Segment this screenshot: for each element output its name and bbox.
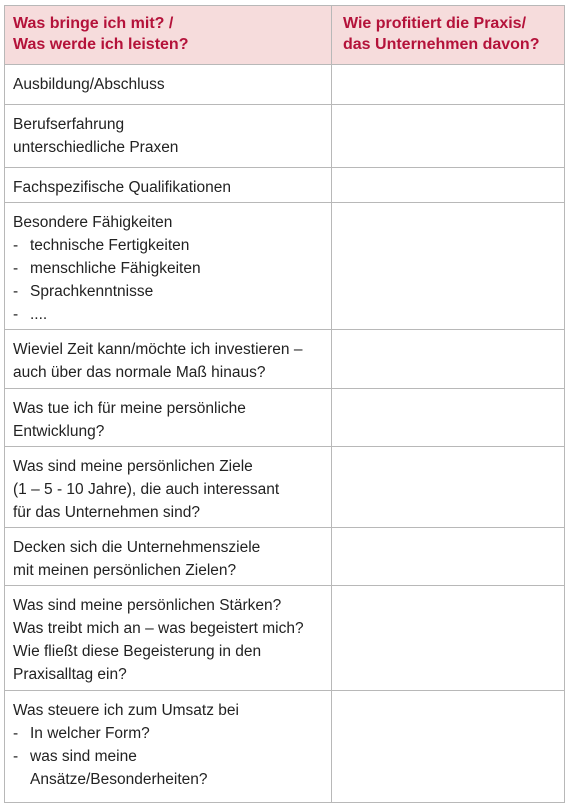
question-cell bbox=[5, 691, 332, 802]
table-row bbox=[5, 691, 564, 802]
table-row bbox=[5, 65, 564, 105]
question-cell bbox=[5, 447, 332, 527]
question-text: Besondere Fähigkeiten bbox=[13, 214, 173, 231]
question-cell bbox=[5, 586, 332, 690]
answer-cell[interactable] bbox=[332, 389, 564, 446]
question-text: Fachspezifische Qualifikationen bbox=[13, 179, 231, 196]
question-text: Was treibt mich an – was begeistert mich? bbox=[13, 620, 304, 637]
question-text: Wie fließt diese Begeisterung in den bbox=[13, 643, 262, 660]
question-cell bbox=[5, 389, 332, 446]
question-text: Was sind meine persönlichen Stärken? bbox=[13, 597, 282, 614]
question-text: Ausbildung/Abschluss bbox=[13, 76, 165, 93]
header-left-line-1: Was bringe ich mit? / bbox=[13, 15, 174, 32]
bullet-dash: - bbox=[13, 260, 19, 277]
answer-cell[interactable] bbox=[332, 447, 564, 527]
question-text: unterschiedliche Praxen bbox=[13, 139, 179, 156]
question-text: mit meinen persönlichen Zielen? bbox=[13, 562, 237, 579]
answer-cell[interactable] bbox=[332, 105, 564, 167]
answer-cell[interactable] bbox=[332, 168, 564, 202]
question-text: Wieviel Zeit kann/möchte ich investieren – bbox=[13, 341, 303, 358]
table-row bbox=[5, 105, 564, 168]
answer-cell[interactable] bbox=[332, 586, 564, 690]
bullet-item bbox=[13, 234, 323, 257]
question-text: Was tue ich für meine persönliche bbox=[13, 400, 246, 417]
question-text: für das Unternehmen sind? bbox=[13, 504, 200, 521]
answer-cell[interactable] bbox=[332, 65, 564, 104]
question-text: auch über das normale Maß hinaus? bbox=[13, 364, 266, 381]
question-text: Was steuere ich zum Umsatz bei bbox=[13, 702, 239, 719]
bullet-item bbox=[13, 303, 323, 326]
question-text: Praxisalltag ein? bbox=[13, 666, 127, 683]
question-cell bbox=[5, 528, 332, 585]
answer-cell[interactable] bbox=[332, 528, 564, 585]
bullet-dash: - bbox=[13, 237, 19, 254]
answer-cell[interactable] bbox=[332, 203, 564, 329]
bullet-text: was sind meine bbox=[30, 748, 137, 765]
table-row bbox=[5, 528, 564, 586]
answer-cell[interactable] bbox=[332, 330, 564, 388]
bullet-dash: - bbox=[13, 748, 19, 765]
bullet-text: menschliche Fähigkeiten bbox=[30, 260, 201, 277]
answer-cell[interactable] bbox=[332, 691, 564, 802]
table-row bbox=[5, 389, 564, 447]
question-cell bbox=[5, 168, 332, 202]
question-cell bbox=[5, 65, 332, 104]
question-text: Entwicklung? bbox=[13, 423, 105, 440]
bullet-text: .... bbox=[30, 306, 48, 323]
bullet-item bbox=[13, 280, 323, 303]
table-row bbox=[5, 330, 564, 389]
bullet-text: Sprachkenntnisse bbox=[30, 283, 154, 300]
question-text: Decken sich die Unternehmensziele bbox=[13, 539, 261, 556]
table-header bbox=[5, 6, 564, 65]
question-cell bbox=[5, 203, 332, 329]
table-body bbox=[5, 65, 564, 802]
bullet-text: Ansätze/Besonderheiten? bbox=[30, 771, 208, 788]
table-row bbox=[5, 203, 564, 330]
bullet-item bbox=[13, 722, 323, 745]
reflection-table bbox=[4, 5, 565, 803]
question-cell bbox=[5, 105, 332, 167]
question-text: (1 – 5 - 10 Jahre), die auch interessant bbox=[13, 481, 280, 498]
question-text: Was sind meine persönlichen Ziele bbox=[13, 458, 253, 475]
bullet-dash: - bbox=[13, 306, 19, 323]
table-row bbox=[5, 586, 564, 691]
bullet-dash: - bbox=[13, 725, 19, 742]
bullet-item bbox=[13, 257, 323, 280]
bullet-item bbox=[13, 768, 323, 791]
header-left-line-2: Was werde ich leisten? bbox=[13, 36, 189, 53]
bullet-dash: - bbox=[13, 283, 19, 300]
table-row bbox=[5, 447, 564, 528]
header-right-line-1: Wie profitiert die Praxis/ bbox=[343, 15, 527, 32]
header-right-cell bbox=[332, 6, 564, 64]
bullet-text: technische Fertigkeiten bbox=[30, 237, 190, 254]
header-left-cell bbox=[5, 6, 332, 64]
bullet-item bbox=[13, 745, 323, 768]
header-right-line-2: das Unternehmen davon? bbox=[343, 36, 540, 53]
question-text: Berufserfahrung bbox=[13, 116, 125, 133]
bullet-text: In welcher Form? bbox=[30, 725, 150, 742]
table-row bbox=[5, 168, 564, 203]
question-cell bbox=[5, 330, 332, 388]
